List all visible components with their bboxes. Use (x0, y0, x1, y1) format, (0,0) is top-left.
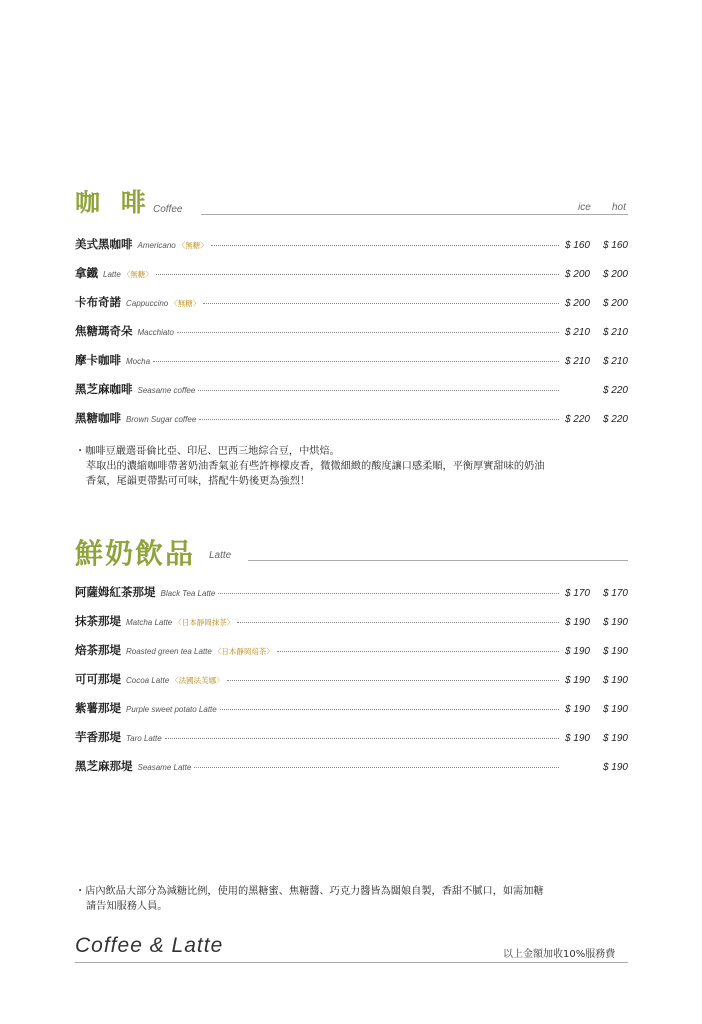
price-hot: $ 190 (602, 704, 628, 715)
menu-item-tag: 〈無糖〉 (122, 270, 153, 279)
menu-item-tag: 〈日本靜岡抹茶〉 (174, 618, 235, 627)
coffee-note-line: 萃取出的濃縮咖啡帶著奶油香氣並有些許檸檬皮香，微微細緻的酸度讓口感柔順，平衡厚實甜味的奶油 (86, 461, 545, 472)
menu-item-row (75, 410, 628, 428)
menu-item-row (75, 381, 628, 399)
menu-item-tag: 〈無糖〉 (177, 241, 208, 250)
menu-item-tag: 〈法國法芙娜〉 (171, 676, 224, 685)
menu-item-row (75, 642, 628, 660)
menu-item-name-en: Cappuccino (126, 299, 169, 308)
dot-leader (220, 709, 559, 710)
menu-item-name-zh: 紫薯那堤 (75, 701, 121, 715)
menu-item-name-en: Roasted green tea Latte (126, 647, 212, 656)
menu-item-row (75, 729, 628, 747)
latte-section-title: 鮮奶飲品 (75, 537, 196, 570)
dot-leader (277, 651, 559, 652)
dot-leader (165, 738, 559, 739)
menu-item-row (75, 700, 628, 718)
menu-item-row (75, 323, 628, 341)
menu-item-name-en: Taro Latte (126, 734, 162, 743)
price-ice: $ 220 (564, 414, 590, 425)
price-hot: $ 200 (602, 298, 628, 309)
dot-leader (227, 680, 559, 681)
dot-leader (177, 332, 559, 333)
menu-item-name-zh: 摩卡咖啡 (75, 353, 121, 367)
menu-item-name-zh: 美式黑咖啡 (75, 237, 133, 251)
menu-item-name-zh: 拿鐵 (75, 266, 98, 280)
price-hot: $ 190 (602, 675, 628, 686)
price-ice: $ 190 (564, 733, 590, 744)
menu-item-row (75, 352, 628, 370)
price-hot: $ 220 (602, 385, 628, 396)
footer-rule (75, 962, 628, 963)
menu-item-name-en: Brown Sugar coffee (126, 415, 197, 424)
price-hot: $ 200 (602, 269, 628, 280)
menu-item-name-en: Seasame coffee (137, 386, 196, 395)
menu-item-name-en: Purple sweet potato Latte (126, 705, 217, 714)
menu-item-name-zh: 黑芝麻咖啡 (75, 382, 133, 396)
price-hot: $ 190 (602, 617, 628, 628)
price-hot: $ 190 (602, 733, 628, 744)
menu-item-name-zh: 黑糖咖啡 (75, 411, 121, 425)
latte-section-rule (248, 560, 628, 561)
menu-item-name-zh: 黑芝麻那堤 (75, 759, 133, 773)
price-ice: $ 200 (564, 298, 590, 309)
dot-leader (153, 361, 559, 362)
price-ice: $ 190 (564, 617, 590, 628)
menu-item-row (75, 613, 628, 631)
menu-item-name-en: Black Tea Latte (160, 589, 216, 598)
price-hot: $ 170 (602, 588, 628, 599)
price-hot: $ 190 (602, 646, 628, 657)
dot-leader (156, 274, 559, 275)
menu-item-row (75, 294, 628, 312)
menu-item-name-zh: 芋香那堤 (75, 730, 121, 744)
menu-item-row (75, 265, 628, 283)
price-hot: $ 220 (602, 414, 628, 425)
footer-note-line: 請告知服務人員。 (86, 901, 168, 912)
menu-item-name-en: Cocoa Latte (126, 676, 170, 685)
price-ice: $ 190 (564, 704, 590, 715)
menu-item-row (75, 758, 628, 776)
col-hot-label: hot (612, 202, 626, 213)
price-ice: $ 170 (564, 588, 590, 599)
coffee-section-subtitle: Coffee (153, 204, 183, 215)
menu-item-tag: 〈無糖〉 (170, 299, 201, 308)
menu-item-name-zh: 抹茶那堤 (75, 614, 121, 628)
coffee-note-line: ・咖啡豆嚴選哥倫比亞、印尼、巴西三地綜合豆，中烘焙。 (75, 446, 340, 457)
menu-item-tag: 〈日本靜岡焙茶〉 (213, 647, 274, 656)
latte-section-subtitle: Latte (209, 550, 232, 561)
menu-item-name-en: Americano (137, 241, 176, 250)
coffee-section-rule (201, 214, 628, 215)
menu-item-name-en: Mocha (126, 357, 151, 366)
service-charge-note: 以上金額加收10%服務費 (503, 949, 616, 960)
col-ice-label: ice (578, 202, 591, 213)
coffee-note (75, 444, 635, 489)
coffee-note-line: 香氣，尾韻更帶點可可味，搭配牛奶後更為強烈！ (86, 476, 311, 487)
coffee-section-title: 咖 啡 (75, 188, 152, 217)
dot-leader (218, 593, 559, 594)
menu-item-row (75, 584, 628, 602)
price-ice: $ 210 (564, 356, 590, 367)
price-hot: $ 160 (602, 240, 628, 251)
price-hot: $ 210 (602, 327, 628, 338)
price-hot: $ 210 (602, 356, 628, 367)
menu-item-name-zh: 卡布奇諾 (75, 295, 121, 309)
dot-leader (198, 390, 559, 391)
price-ice: $ 190 (564, 675, 590, 686)
menu-item-name-zh: 阿薩姆紅茶那堤 (75, 585, 156, 599)
dot-leader (203, 303, 559, 304)
menu-item-name-zh: 焦糖瑪奇朵 (75, 324, 133, 338)
dot-leader (211, 245, 559, 246)
menu-item-name-en: Macchiato (137, 328, 174, 337)
footer-note-line: ・店內飲品大部分為減糖比例，使用的黑糖蜜、焦糖醬、巧克力醬皆為闆娘自製，香甜不膩口，如需加糖 (75, 886, 544, 897)
menu-item-name-en: Latte (103, 270, 121, 279)
dot-leader (199, 419, 559, 420)
menu-item-row (75, 236, 628, 254)
menu-item-name-en: Matcha Latte (126, 618, 173, 627)
footer-note (75, 884, 635, 914)
menu-item-row (75, 671, 628, 689)
menu-item-name-zh: 可可那堤 (75, 672, 121, 686)
price-ice: $ 210 (564, 327, 590, 338)
price-hot: $ 190 (602, 762, 628, 773)
price-ice: $ 200 (564, 269, 590, 280)
price-ice: $ 160 (564, 240, 590, 251)
menu-item-name-en: Seasame Latte (137, 763, 192, 772)
price-ice: $ 190 (564, 646, 590, 657)
footer-title: Coffee & Latte (75, 934, 224, 957)
menu-item-name-zh: 焙茶那堤 (75, 643, 121, 657)
dot-leader (194, 767, 559, 768)
dot-leader (237, 622, 559, 623)
